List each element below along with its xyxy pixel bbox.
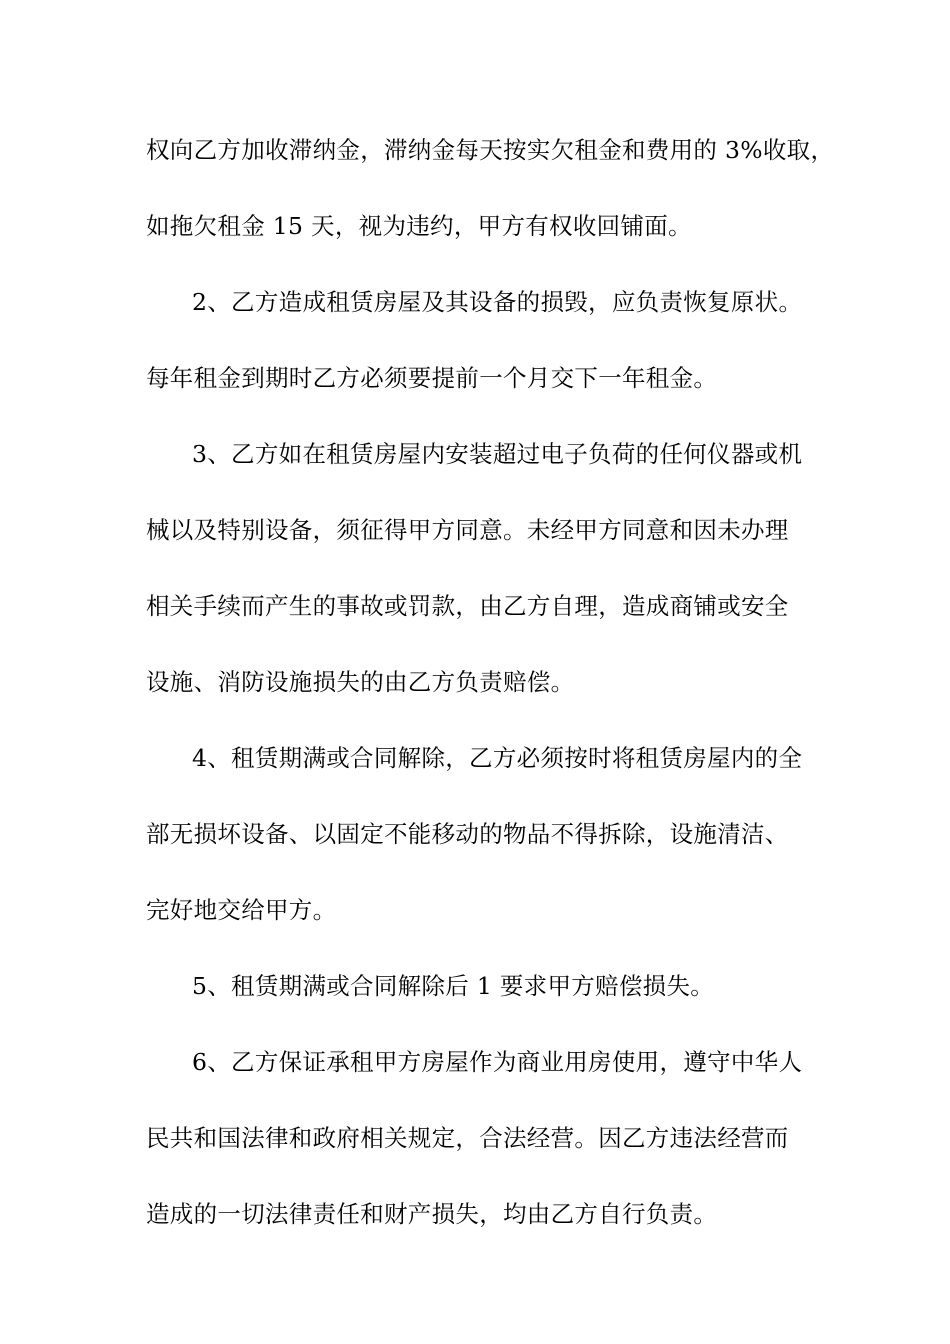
text-line: 民共和国法律和政府相关规定，合法经营。因乙方违法经营而 [146,1124,789,1152]
paragraph-6-start: 6、乙方保证承租甲方房屋作为商业用房使用，遵守中华人 [192,1048,803,1076]
paragraph-4-start: 4、租赁期满或合同解除，乙方必须按时将租赁房屋内的全 [192,744,803,772]
paragraph-2-start: 2、乙方造成租赁房屋及其设备的损毁，应负责恢复原状。 [192,288,803,316]
text-line: 设施、消防设施损失的由乙方负责赔偿。 [146,668,575,696]
text-line: 每年租金到期时乙方必须要提前一个月交下一年租金。 [146,364,718,392]
text-line: 部无损坏设备、以固定不能移动的物品不得拆除，设施清洁、 [146,820,789,848]
text-line: 完好地交给甲方。 [146,896,337,924]
text-line: 权向乙方加收滞纳金，滞纳金每天按实欠租金和费用的 3%收取， [146,136,835,164]
paragraph-5-start: 5、租赁期满或合同解除后 1 要求甲方赔偿损失。 [192,972,715,1000]
text-line: 如拖欠租金 15 天，视为违约，甲方有权收回铺面。 [146,212,692,240]
text-line: 械以及特别设备，须征得甲方同意。未经甲方同意和因未办理 [146,516,789,544]
text-line: 造成的一切法律责任和财产损失，均由乙方自行负责。 [146,1200,718,1228]
paragraph-3-start: 3、乙方如在租赁房屋内安装超过电子负荷的任何仪器或机 [192,440,803,468]
text-line: 相关手续而产生的事故或罚款，由乙方自理，造成商铺或安全 [146,592,789,620]
